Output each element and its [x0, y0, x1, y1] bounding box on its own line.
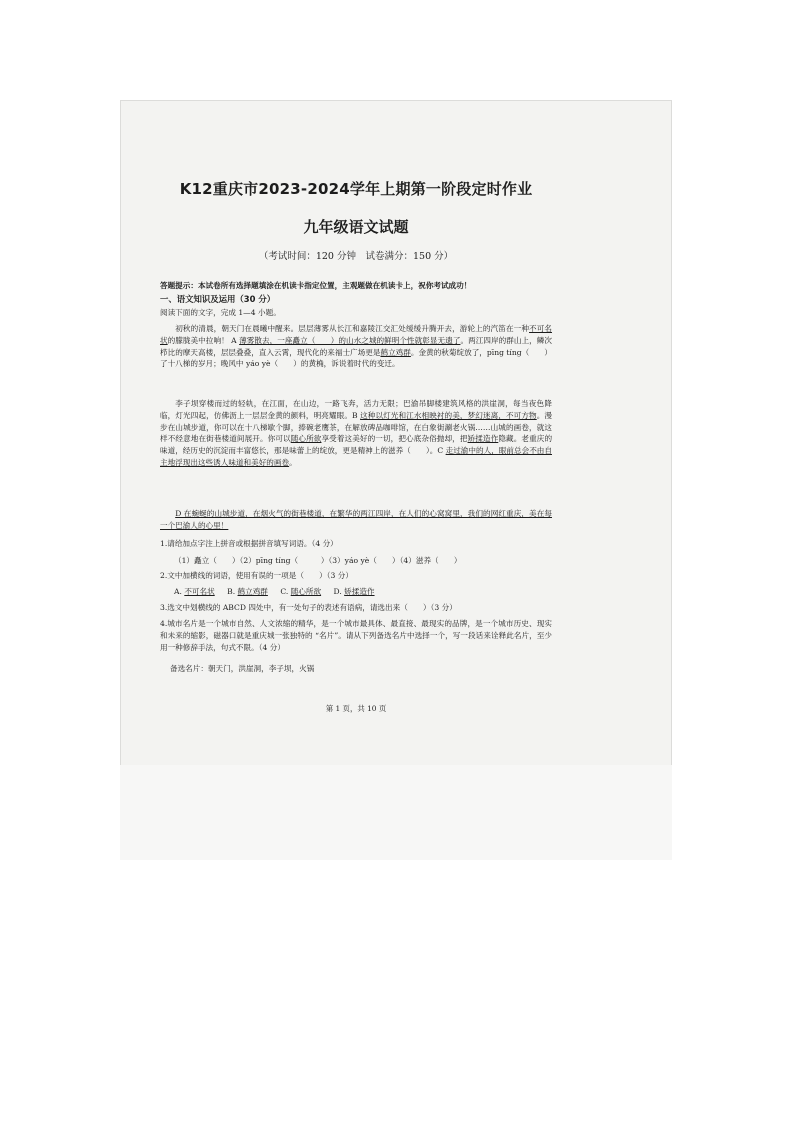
question-2-options: [174, 586, 566, 598]
passage-paragraph-3: [160, 508, 552, 532]
underlined-phrase: 不可名状: [160, 324, 553, 345]
option-b-label: B.: [227, 587, 238, 596]
text-run: 。两江四岸的群山上，鳞次栉比的摩天高楼，层层叠叠，直入云霄，现代化的来福士广场更是: [160, 335, 553, 357]
underlined-phrase: 随心所欲: [290, 434, 322, 444]
option-a-text: 不可名状: [184, 587, 215, 596]
option-b-text: 鹤立鸡群: [237, 587, 268, 596]
text-run: 的朦胧美中拉响！ A: [167, 335, 240, 345]
question-1-items: （1）矗立（ ）（2）pīng tíng（ ）（3）yáo yè（ ）（4）滋养（ ）: [174, 556, 462, 565]
text-run: 。金黄的秋菊绽放了，pīng tíng（ ）了十八梯的岁月；晚风中 yáo yè（ ）的黄桷，诉说着时代的变迁。: [160, 347, 553, 369]
question-2: 2.文中加横线的词语，使用有误的一项是（ ）（3 分）: [160, 571, 353, 580]
underlined-sentence-c: 走过渝中的人，眼前总会不由自主地浮现出这些诱人味道和美好的画卷: [160, 446, 552, 467]
option-d-text: 矫揉造作: [344, 587, 375, 596]
option-a-label: A.: [174, 587, 185, 596]
question-4-candidates: 备选名片：朝天门，洪崖洞，李子坝，火锅: [170, 664, 315, 673]
page-number: 第 1 页，共 10 页: [325, 704, 387, 713]
question-3: 3.选文中划横线的 ABCD 四处中，有一处句子的表述有语病，请选出来（ ）（3 分）: [160, 603, 457, 612]
option-d-label: D.: [333, 587, 345, 596]
underlined-sentence-b: 这种以灯光和江水相映衬的美，梦幻迷离，不可方物: [360, 410, 537, 420]
option-c-label: C.: [280, 587, 291, 596]
text-run: 初秋的清晨，朝天门在晨曦中醒来。层层薄雾从长江和嘉陵江交汇处缓缓升腾开去，游轮上的汽笛在一种: [175, 324, 530, 333]
passage-paragraph-1: [160, 323, 552, 370]
reading-instruction: 阅读下面的文字，完成 1—4 小题。: [160, 308, 281, 317]
underlined-sentence-a: 薄雾散去，一座矗立（ ）的山水之城的鲜明个性就彰显无遗了: [239, 335, 461, 345]
text-run: 李子坝穿楼而过的轻轨，在江面，在山边，一路飞奔，活力无限；巴渝吊脚楼建筑风格的洪崖洞，每当夜色降临，灯光四起，仿佛沥上一层层金黄的颜料，明亮耀眼。B: [160, 399, 552, 420]
answer-hint: 答题提示：本试卷所有选择题填涂在机读卡指定位置，主观题做在机读卡上，祝你考试成功！: [160, 281, 472, 290]
text-run: 。漫步在山城步道，你可以在十八梯歇个脚，捧碗老鹰茶，在解放碑品咖啡馆，在白象街涮老火锅……山城的画卷，就这样不经意地在街巷楼道间展开。你可以: [160, 410, 552, 444]
passage-paragraph-2: [160, 398, 552, 469]
text-run: 隐藏。老重庆的味道，经历史的沉淀而丰富悠长，那是味蕾上的绽放，更是精神上的滋养（ ）。C: [160, 434, 553, 456]
underlined-phrase: 矫揉造作: [467, 434, 499, 444]
page-bottom-margin: [120, 765, 672, 860]
question-1: 1.请给加点字注上拼音或根据拼音填写词语。（4 分）: [160, 539, 338, 548]
underlined-phrase: 鹤立鸡群: [380, 347, 411, 357]
option-c-text: 随心所欲: [290, 587, 322, 596]
exam-title: K12重庆市2023-2024学年上期第一阶段定时作业: [179, 180, 533, 198]
text-run: 享受着这美好的一切，把心底杂俗抛却，把: [321, 434, 468, 444]
section-heading: 一、语文知识及运用（30 分）: [160, 294, 276, 304]
question-4: 4.城市名片是一个城市自然、人文浓缩的精华，是一个城市最具体、最直接、最现实的品牌，是一个城市历史、现实和未来的缩影，磁器口就是重庆城一张独特的 “名片”。请从下列备选名片中选择一个，写一段话来诠释此名片，至少用一种修辞手法，句式不限。（4 分）: [160, 619, 552, 652]
exam-meta: （考试时间：120 分钟 试卷满分：150 分）: [258, 251, 454, 262]
underlined-sentence-d: D 在蜿蜒的山城步道，在烟火气的街巷楼道，在繁华的两江四岸，在人们的心窝窝里，我们的网红重庆，美在每一个巴渝人的心里！: [160, 509, 552, 530]
text-run: 。: [289, 457, 297, 467]
exam-sheet: [160, 158, 552, 723]
exam-subtitle: 九年级语文试题: [303, 218, 409, 236]
